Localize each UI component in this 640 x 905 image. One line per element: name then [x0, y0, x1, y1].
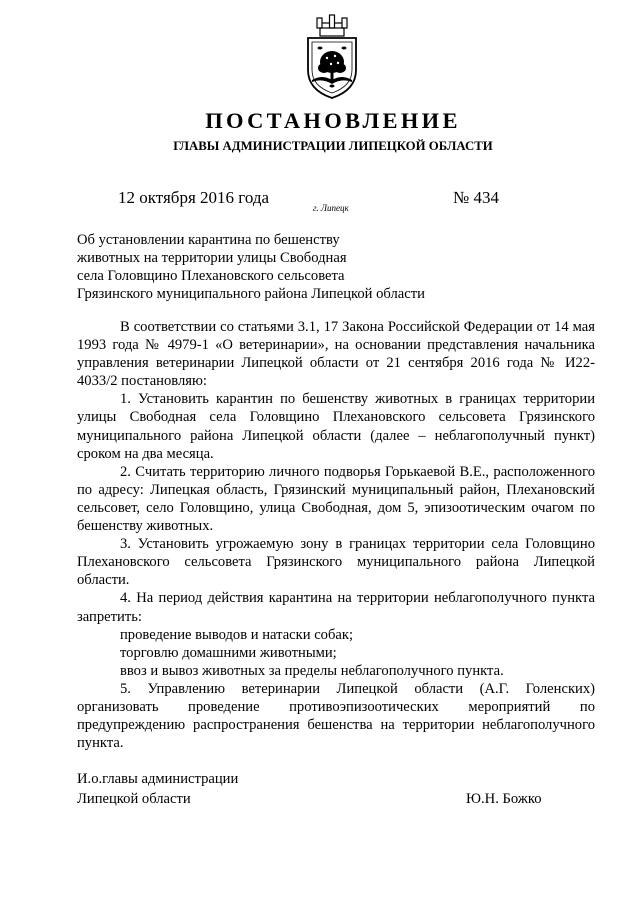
prohibition-item: ввоз и вывоз животных за пределы неблагополучного пункта.	[120, 662, 504, 679]
document-city: г. Липецк	[313, 203, 349, 213]
signatory-name: Ю.Н. Божко	[466, 791, 542, 807]
document-subject	[77, 231, 425, 303]
subject-line: Грязинского муниципального района Липецкой области	[77, 286, 425, 302]
document-subtitle: ГЛАВЫ АДМИНИСТРАЦИИ ЛИПЕЦКОЙ ОБЛАСТИ	[173, 139, 493, 153]
document-title: ПОСТАНОВЛЕНИЕ	[205, 108, 461, 133]
clause-3: 3. Установить угрожаемую зону в границах территории села Головщино Плехановского сельсовета Грязинского муниципального района Липецкой области.	[77, 536, 595, 589]
document-date: 12 октября 2016 года	[118, 188, 270, 207]
clause-2: 2. Считать территорию личного подворья Горькаевой В.Е., расположенного по адресу: Липецкая область, Грязинский муниципальный район, Плехановский сельсовет, село Головщино, улица Свободная, дом 5, эпизоотическим очагом по бешенству животных.	[77, 463, 595, 535]
clause-1: 1. Установить карантин по бешенству животных в границах территории улицы Свободная села Головщино Плехановского сельсовета Грязинского муниципального района Липецкой области (далее – неблагополучный пункт) сроком на два месяца.	[77, 391, 595, 462]
subject-line: Об установлении карантина по бешенству	[77, 232, 340, 248]
prohibition-item: проведение выводов и натаски собак;	[120, 626, 354, 643]
signatory-position	[77, 769, 238, 809]
document-body	[77, 318, 595, 752]
subject-line: села Головщино Плехановского сельсовета	[77, 268, 345, 284]
clause-4: 4. На период действия карантина на территории неблагополучного пункта запретить:	[77, 590, 595, 625]
signatory-position-line: Липецкой области	[77, 791, 191, 807]
subject-line: животных на территории улицы Свободная	[77, 250, 347, 266]
document-number: № 434	[453, 188, 499, 207]
signatory-position-line: И.о.главы администрации	[77, 771, 239, 787]
clause-5: 5. Управлению ветеринарии Липецкой области (А.Г. Голенских) организовать проведение противоэпизоотических мероприятий по предупреждению распространения бешенства на территории неблагополучного пункта.	[77, 680, 595, 752]
preamble-paragraph: В соответствии со статьями 3.1, 17 Закона Российской Федерации от 14 мая 1993 года № 4979-1 «О ветеринарии», на основании представления начальника управления ветеринарии Липецкой области от 21 сентября 2016 года № И22-4033/2 постановляю:	[77, 319, 595, 390]
prohibition-item: торговлю домашними животными;	[120, 644, 337, 661]
coat-of-arms-icon	[300, 14, 364, 100]
